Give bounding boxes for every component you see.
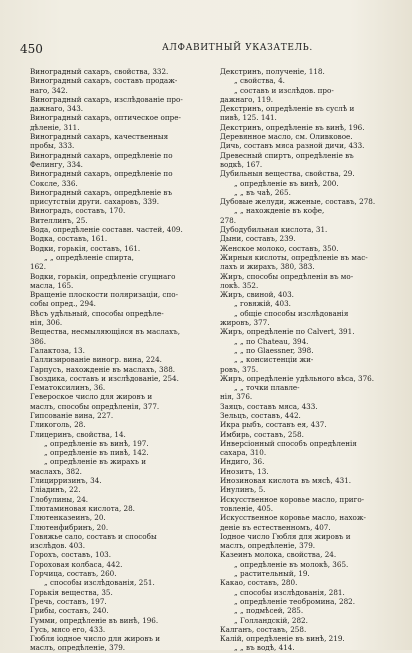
- index-entry: „ „ опредѣленіе спирта,: [44, 252, 134, 262]
- index-entry: Виноградный сахаръ, опредѣленіе по: [30, 150, 173, 160]
- index-entry: „ опредѣленіе въ пивѣ, 142.: [44, 448, 149, 458]
- index-entry: Водки, горькія, составъ, 161.: [30, 243, 141, 253]
- index-entry: масла, 165.: [30, 280, 74, 290]
- index-entry: Гвоздика, составъ и изслѣдованіе, 254.: [30, 373, 179, 383]
- index-entry: Глицирризинъ, 34.: [30, 476, 102, 486]
- index-entry: Гевероское число для жировъ и: [30, 392, 153, 402]
- index-entry: Іодное число Гюбля для жировъ и: [220, 531, 351, 541]
- index-entry: Виноградъ, составъ, 170.: [30, 206, 126, 216]
- index-entry: пивѣ, 125. 141.: [220, 113, 277, 123]
- index-entry: товленіе, 405.: [220, 503, 274, 513]
- index-entry: Гликоголь, 28.: [30, 420, 86, 430]
- index-entry: Глютенказеинъ, 20.: [30, 513, 106, 523]
- index-entry: „ „ по Chateau, 394.: [234, 336, 309, 346]
- index-entry: Какао, составъ, 280.: [220, 578, 298, 588]
- index-entry: „ способы изслѣдованія, 251.: [44, 578, 155, 588]
- index-entry: пробы, 333.: [30, 141, 75, 151]
- index-entry: лахъ и жирахъ, 380, 383.: [220, 262, 315, 272]
- index-entry: Дубильныя вещества, свойства, 29.: [220, 169, 355, 179]
- index-entry: Гюбля іодное число для жировъ и: [30, 634, 161, 644]
- index-entry: „ „ подмѣсей, 285.: [234, 606, 304, 616]
- index-entry: маслъ, опредѣленіе, 379.: [220, 541, 316, 551]
- index-entry: „ опредѣленіе въ винѣ, 200.: [234, 178, 339, 188]
- index-entry: маслъ, опредѣленіе, 379.: [30, 643, 126, 653]
- index-entry: Виноградный сахаръ, свойства, 332.: [30, 67, 169, 76]
- index-entry: Деревянное масло, см. Оливковое.: [220, 132, 353, 142]
- index-entry: Гліадинъ, 22.: [30, 485, 81, 495]
- index-entry: „ „ по Glaessner, 398.: [234, 345, 314, 355]
- index-entry: нія, 306.: [30, 318, 63, 328]
- index-entry: Икра рыбъ, составъ ея, 437.: [220, 420, 327, 430]
- index-entry: Калій, опредѣленіе въ винѣ, 219.: [220, 634, 345, 644]
- page-header: [20, 42, 375, 56]
- index-entry: Жирныя кислоты, опредѣленіе въ мас-: [220, 252, 368, 262]
- index-entry: „ способы изслѣдованія, 281.: [234, 587, 345, 597]
- index-entry: Водки, горькія, опредѣленіе сгущнаго: [30, 271, 176, 281]
- index-entry: Декстринъ, опредѣленіе въ суслѣ и: [220, 104, 355, 114]
- index-entry: Вода, опредѣленіе составн. частей, 409.: [30, 225, 183, 235]
- index-entry: Виноградный сахаръ, качественныя: [30, 132, 169, 142]
- index-entry: 162.: [30, 262, 47, 272]
- index-entry: „ „ въ чаѣ, 265.: [234, 187, 291, 197]
- index-entry: дажнаго, 343.: [30, 104, 84, 114]
- index-entry: Дубодубильная кислота, 31.: [220, 225, 328, 235]
- index-entry: Вителлинъ, 25.: [30, 215, 88, 225]
- index-entry: Горчица, составъ, 260.: [30, 569, 117, 579]
- index-entry: жировъ, 377.: [220, 318, 270, 328]
- index-entry: Гусь, мясо его, 433.: [30, 624, 106, 634]
- running-title: АЛФАВИТНЫЙ УКАЗАТЕЛЬ.: [162, 43, 313, 53]
- index-entry: „ „ въ водѣ, 414.: [234, 643, 295, 653]
- index-entry: Сокслe, 336.: [30, 178, 78, 188]
- index-entry: 278.: [220, 215, 237, 225]
- index-entry: Галактоза, 13.: [30, 345, 85, 355]
- index-entry: собы опред., 294.: [30, 299, 96, 309]
- index-entry: Горькія вещества, 35.: [30, 587, 113, 597]
- index-entry: присутствіи други. сахаровъ, 339.: [30, 197, 159, 207]
- index-entry: „ говяжій, 403.: [234, 299, 291, 309]
- index-column-right: [220, 67, 396, 653]
- index-entry: „ составъ и изслѣдов. про-: [234, 85, 334, 95]
- index-entry: Глобулины, 24.: [30, 494, 89, 504]
- index-entry: Фелингу, 334.: [30, 159, 83, 169]
- index-entry: Вращеніе плоскости поляризаціи, спо-: [30, 290, 179, 300]
- index-entry: наго, 342.: [30, 85, 68, 95]
- index-entry: Глютенфибринъ, 20.: [30, 522, 109, 532]
- index-entry: дажнаго, 119.: [220, 94, 274, 104]
- page-number: 450: [20, 42, 43, 56]
- index-entry: Гарпусъ, нахожденіе въ маслахъ, 388.: [30, 364, 176, 374]
- index-entry: Искусственное коровье масло, приго-: [220, 494, 365, 504]
- index-entry: Виноградный сахаръ, составъ продаж-: [30, 76, 178, 86]
- index-entry: Грибы, составъ, 240.: [30, 606, 109, 616]
- index-entry: Инулинъ, 5.: [220, 485, 266, 495]
- index-entry: Горохъ, составъ, 103.: [30, 550, 112, 560]
- index-entry: „ опредѣленіе въ жирахъ и: [44, 457, 147, 467]
- index-entry: Жиръ, опредѣленіе удѣльного вѣса, 376.: [220, 373, 375, 383]
- index-entry: ровъ, 375.: [220, 364, 259, 374]
- index-entry: „ опредѣленіе въ молокѣ, 365.: [234, 559, 349, 569]
- index-entry: Говяжье сало, составъ и способы: [30, 531, 157, 541]
- index-entry: сахара, 310.: [220, 448, 267, 458]
- index-entry: Казеинъ молока, свойства, 24.: [220, 550, 337, 560]
- index-entry: Жиръ, свиной, 403.: [220, 290, 294, 300]
- index-entry: „ общіе способы изслѣдованія: [234, 308, 349, 318]
- index-entry: „ опредѣленіе въ винѣ, 197.: [44, 438, 149, 448]
- index-entry: „ опредѣленіе теобромина, 282.: [234, 596, 356, 606]
- index-entry: Дичь, составъ мяса разной дичи, 433.: [220, 141, 365, 151]
- index-entry: Глютаминовая кислота, 28.: [30, 503, 135, 513]
- index-entry: Заяцъ, составъ мяса, 433.: [220, 401, 318, 411]
- index-entry: Гипсованіе вина, 227.: [30, 410, 114, 420]
- index-entry: Женское молоко, составъ, 350.: [220, 243, 339, 253]
- index-entry: локѣ. 352.: [220, 280, 259, 290]
- index-entry: Вещества, несмыляющіяся въ маслахъ,: [30, 327, 181, 337]
- index-entry: Искусственное коровье масло, нахож-: [220, 513, 366, 523]
- index-entry: Гороховая колбаса, 442.: [30, 559, 123, 569]
- index-entry: Виноградный сахаръ, оптическое опре-: [30, 113, 181, 123]
- index-entry: водкѣ, 167.: [220, 159, 263, 169]
- index-entry: „ „ консистенціи жи-: [234, 355, 314, 365]
- index-entry: Водка, составъ, 161.: [30, 234, 108, 244]
- index-entry: Гречь, составъ, 197.: [30, 596, 107, 606]
- index-entry: „ „ нахожденіе въ кофе,: [234, 206, 325, 216]
- index-entry: „ „ точки плавле-: [234, 383, 300, 393]
- index-entry: „ растительный, 19.: [234, 569, 310, 579]
- index-column-left: [30, 67, 206, 653]
- index-entry: 386.: [30, 336, 47, 346]
- index-entry: деніе въ естественномъ, 407.: [220, 522, 331, 532]
- index-entry: нія, 376.: [220, 392, 253, 402]
- index-entry: Гематоксилинъ, 36.: [30, 383, 106, 393]
- index-entry: Вѣсъ удѣльный, способы опредѣле-: [30, 308, 164, 318]
- index-entry: маслъ, способы опредѣленія, 377.: [30, 401, 160, 411]
- index-entry: дѣленіе, 311.: [30, 122, 80, 132]
- index-entry: Имбирь, составъ, 258.: [220, 429, 304, 439]
- index-entry: „ свойства, 4.: [234, 76, 285, 86]
- index-entry: „ Голландскій, 282.: [234, 615, 308, 625]
- index-entry: Жиръ, опредѣленіе по Calvert, 391.: [220, 327, 355, 337]
- index-entry: изслѣдов. 403.: [30, 541, 86, 551]
- index-entry: Жиръ, способы опредѣленія въ мо-: [220, 271, 354, 281]
- index-entry: Дубовые желуди, жженые, составъ, 278.: [220, 197, 376, 207]
- index-entry: Инозитъ, 13.: [220, 466, 269, 476]
- index-entry: Декстринъ, опредѣленіе въ винѣ, 196.: [220, 122, 365, 132]
- index-entry: Инозиновая кислота въ мясѣ, 431.: [220, 476, 352, 486]
- index-entry: Глицеринъ, свойства, 14.: [30, 429, 126, 439]
- index-entry: Дыни, составъ, 239.: [220, 234, 296, 244]
- index-entry: Декстринъ, полученіе, 118.: [220, 67, 325, 76]
- index-entry: Инверсіонный способъ опредѣленія: [220, 438, 357, 448]
- index-entry: Гумми, опредѣленіе въ винѣ, 196.: [30, 615, 159, 625]
- index-entry: маслахъ, 382.: [30, 466, 82, 476]
- index-entry: Виноградный сахаръ, изслѣдованіе про-: [30, 94, 183, 104]
- index-entry: Древесный спиртъ, опредѣленіе въ: [220, 150, 354, 160]
- index-entry: Калганъ, составъ, 258.: [220, 624, 307, 634]
- index-entry: Индиго, 36.: [220, 457, 265, 467]
- index-entry: Виноградный сахаръ, опредѣленіе въ: [30, 187, 173, 197]
- index-entry: Виноградный сахаръ, опредѣленіе по: [30, 169, 173, 179]
- index-entry: Зельцъ, составъ, 442.: [220, 410, 301, 420]
- index-entry: Галлизированіе виногр. вина, 224.: [30, 355, 162, 365]
